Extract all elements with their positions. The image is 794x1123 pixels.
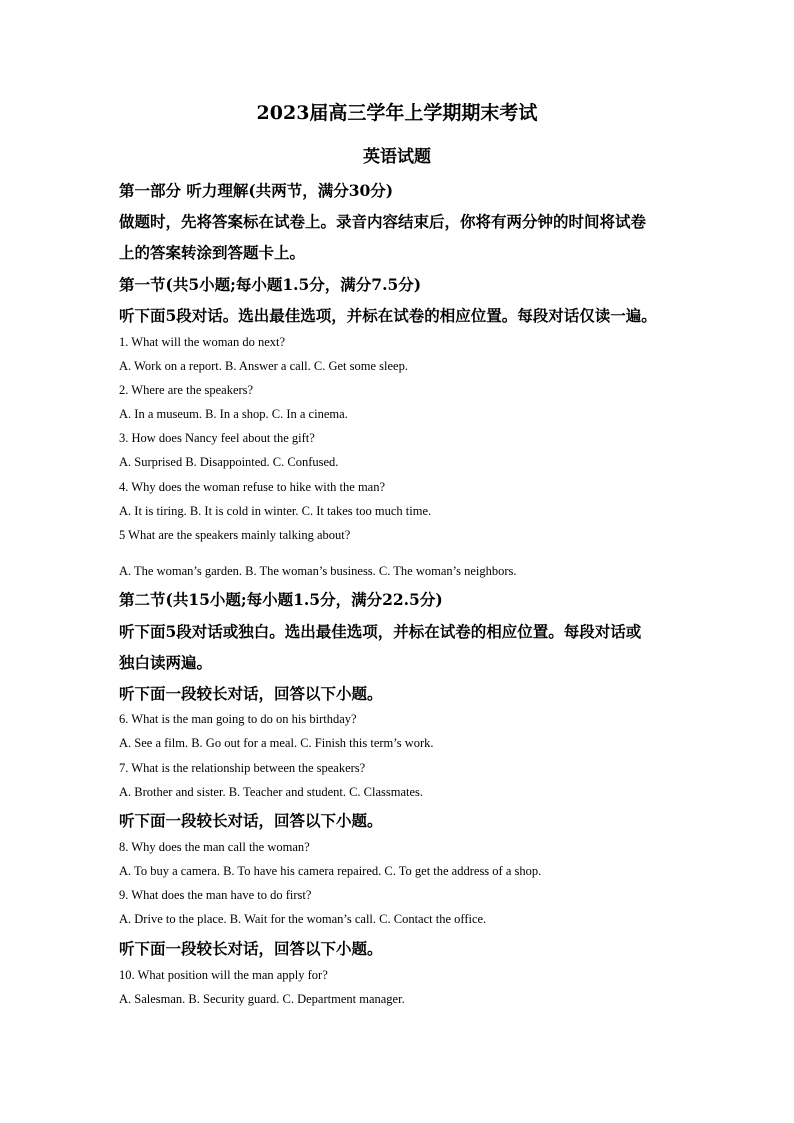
exam-subtitle: 英语试题 [363, 147, 431, 167]
question-7: 7. What is the relationship between the speakers? [119, 761, 366, 775]
question-6-options: A. See a film. B. Go out for a meal. C. Finish this term’s work. [119, 736, 434, 750]
question-10: 10. What position will the man apply for? [119, 968, 328, 982]
part1-heading: 第一部分 听力理解(共两节，满分30分) [119, 181, 394, 200]
section1-heading: 第一节(共5小题;每小题1.5分，满分7.5分) [119, 275, 422, 294]
question-5: 5 What are the speakers mainly talking about? [119, 528, 351, 542]
question-2: 2. Where are the speakers? [119, 383, 254, 397]
dialogue-prompt: 听下面一段较长对话，回答以下小题。 [119, 811, 383, 830]
question-8-options: A. To buy a camera. B. To have his camera repaired. C. To get the address of a shop. [119, 864, 542, 878]
question-5-options: A. The woman’s garden. B. The woman’s business. C. The woman’s neighbors. [119, 564, 517, 578]
section1-instruction: 听下面5段对话。选出最佳选项，并标在试卷的相应位置。每段对话仅读一遍。 [119, 306, 657, 325]
section2-instruction-line1: 听下面5段对话或独白。选出最佳选项，并标在试卷的相应位置。每段对话或 [119, 622, 642, 641]
question-9-options: A. Drive to the place. B. Wait for the woman’s call. C. Contact the office. [119, 912, 487, 926]
part1-instruction-line2: 上的答案转涂到答题卡上。 [119, 243, 306, 262]
question-7-options: A. Brother and sister. B. Teacher and student. C. Classmates. [119, 785, 424, 799]
dialogue-prompt: 听下面一段较长对话，回答以下小题。 [119, 939, 383, 958]
question-10-options: A. Salesman. B. Security guard. C. Department manager. [119, 992, 405, 1006]
question-1-options: A. Work on a report. B. Answer a call. C. Get some sleep. [119, 359, 408, 373]
section2-instruction-line2: 独白读两遍。 [119, 653, 213, 672]
question-1: 1. What will the woman do next? [119, 335, 286, 349]
question-4: 4. Why does the woman refuse to hike with the man? [119, 480, 386, 494]
section2-heading: 第二节(共15小题;每小题1.5分，满分22.5分) [119, 590, 443, 609]
question-3-options: A. Surprised B. Disappointed. C. Confused. [119, 455, 339, 469]
question-3: 3. How does Nancy feel about the gift? [119, 431, 315, 445]
question-6: 6. What is the man going to do on his birthday? [119, 712, 357, 726]
question-8: 8. Why does the man call the woman? [119, 840, 310, 854]
question-9: 9. What does the man have to do first? [119, 888, 312, 902]
dialogue-prompt: 听下面一段较长对话，回答以下小题。 [119, 684, 383, 703]
part1-instruction-line1: 做题时，先将答案标在试卷上。录音内容结束后，你将有两分钟的时间将试卷 [119, 212, 647, 231]
exam-title: 2023届高三学年上学期期末考试 [256, 102, 538, 124]
question-4-options: A. It is tiring. B. It is cold in winter. C. It takes too much time. [119, 504, 432, 518]
question-2-options: A. In a museum. B. In a shop. C. In a cinema. [119, 407, 348, 421]
